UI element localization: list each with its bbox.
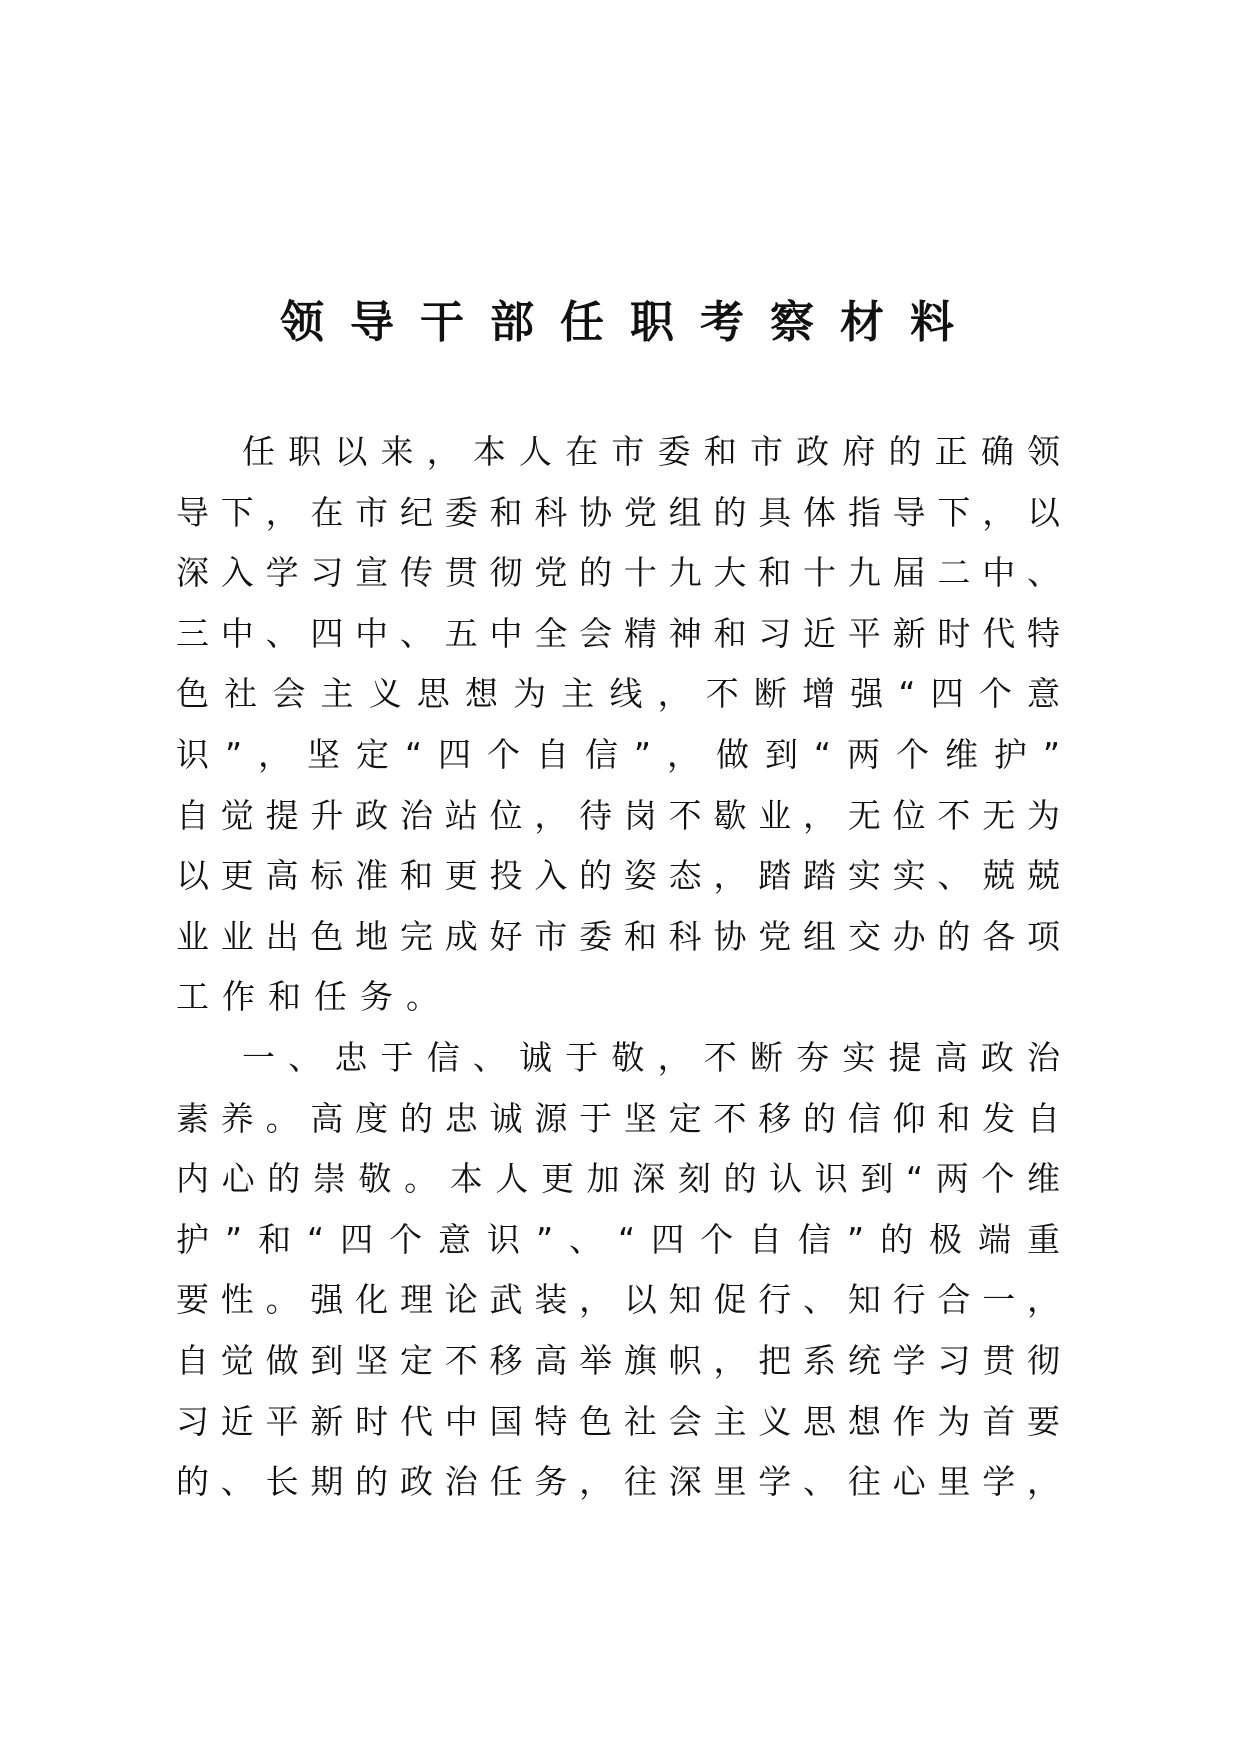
text-line: 识”，坚定“四个自信”，做到“两个维护” xyxy=(176,734,1060,774)
text-line: 的、长期的政治任务，往深里学、往心里学， xyxy=(176,1462,1060,1502)
text-line: 三中、四中、五中全会精神和习近平新时代特 xyxy=(176,613,1060,653)
text-line: 导下，在市纪委和科协党组的具体指导下，以 xyxy=(176,492,1060,532)
text-line: 自觉做到坚定不移高举旗帜，把系统学习贯彻 xyxy=(176,1340,1060,1380)
text-line: 以更高标准和更投入的姿态，踏踏实实、兢兢 xyxy=(176,856,1060,896)
document-title: 领导干部任职考察材料 xyxy=(280,297,980,348)
text-line: 自觉提升政治站位，待岗不歇业，无位不无为 xyxy=(176,795,1060,835)
text-line: 习近平新时代中国特色社会主义思想作为首要 xyxy=(176,1401,1060,1441)
text-line: 业业出色地完成好市委和科协党组交办的各项 xyxy=(176,916,1060,956)
text-line: 深入学习宣传贯彻党的十九大和十九届二中、 xyxy=(176,553,1060,593)
text-line: 护”和“四个意识”、“四个自信”的极端重 xyxy=(176,1219,1060,1259)
text-line: 素养。高度的忠诚源于坚定不移的信仰和发自 xyxy=(176,1098,1060,1138)
text-line: 任职以来，本人在市委和市政府的正确领 xyxy=(242,432,1060,471)
text-line: 内心的崇敬。本人更加深刻的认识到“两个维 xyxy=(176,1159,1060,1199)
text-line: 要性。强化理论武装，以知促行、知行合一， xyxy=(176,1280,1060,1320)
text-line: 工作和任务。 xyxy=(176,977,452,1017)
document-body xyxy=(176,422,1060,1513)
text-line: 一、忠于信、诚于敬，不断夯实提高政治 xyxy=(242,1037,1060,1077)
text-line: 色社会主义思想为主线，不断增强“四个意 xyxy=(176,674,1060,714)
